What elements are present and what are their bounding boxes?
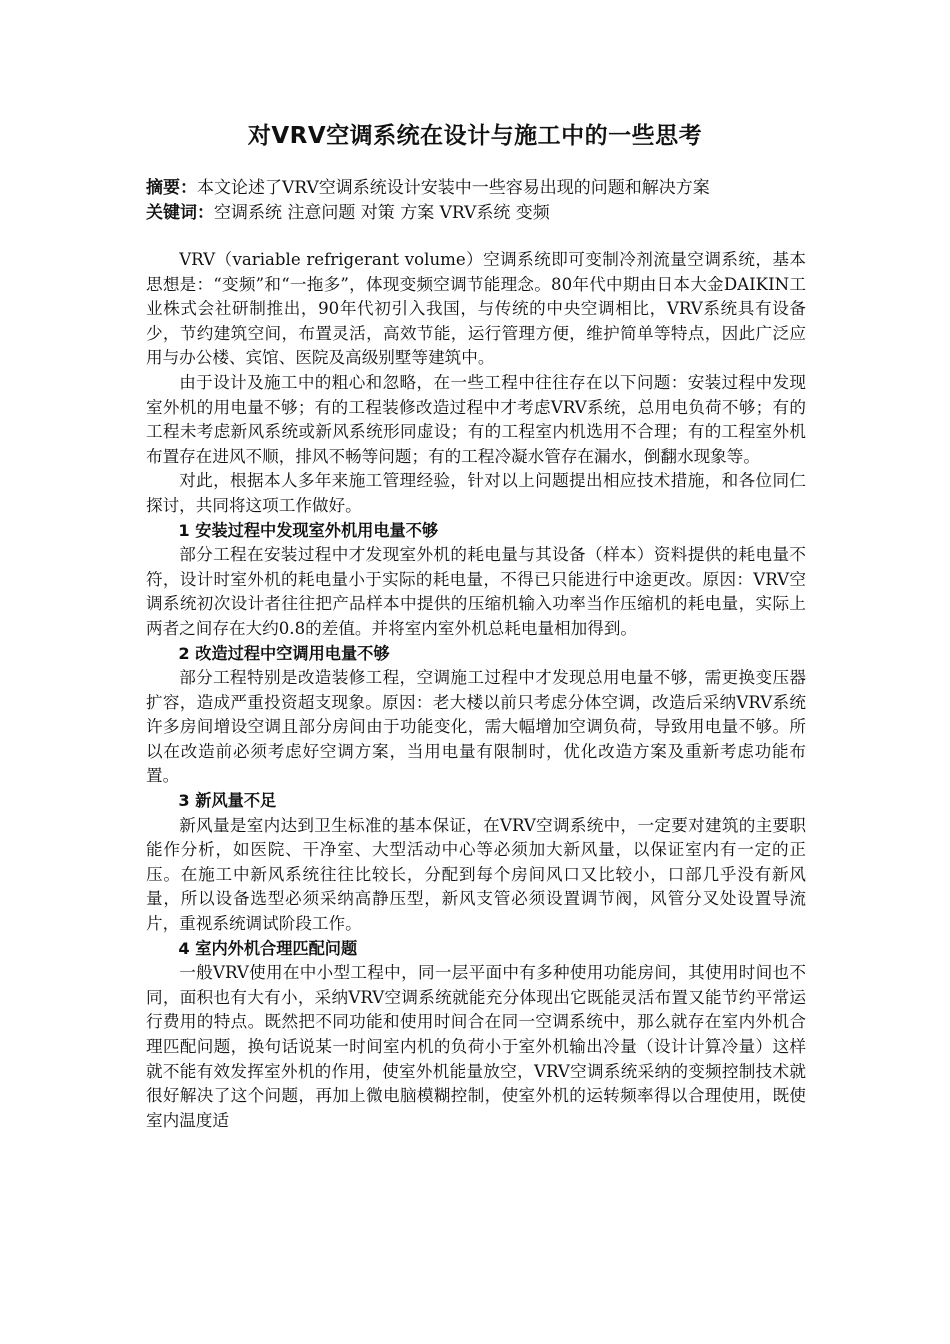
document-body [146,248,806,1133]
keywords-text: 空调系统 注意问题 对策 方案 VRV系统 变频 [214,203,550,223]
abstract-text: 本文论述了VRV空调系统设计安装中一些容易出现的问题和解决方案 [197,178,710,198]
document-title: 对VRV空调系统在设计与施工中的一些思考 [247,123,703,149]
section-heading-1: 1 安装过程中发现室外机用电量不够 [178,520,439,540]
abstract-label: 摘要： [146,178,197,198]
section-heading-3: 3 新风量不足 [178,791,277,811]
section-text-4: 一般VRV使用在中小型工程中，同一层平面中有多种使用功能房间，其使用时间也不同，面积也有大有小，采纳VRV空调系统就能充分体现出它既能灵活布置又能节约平常运行费用的特点。既然把不同功能和使用时间合在同一空调系统中，那么就存在室内外机合理匹配问题，换句话说某一时间室内机的负荷小于室外机输出冷量（设计计算冷量）这样就不能有效发挥室外机的作用，使室外机能量放空，VRV空调系统采纳的变频控制技术就很好解决了这个问题，再加上微电脑模糊控制，使室外机的运转频率得以合理使用，既使室内温度适 [146,963,806,1130]
purpose-paragraph: 对此，根据本人多年来施工管理经验，针对以上问题提出相应技术措施，和各位同仁探讨，共同将这项工作做好。 [146,471,806,515]
keywords-line [146,201,826,226]
abstract-line [146,176,826,201]
section-heading-4: 4 室内外机合理匹配问题 [178,938,358,958]
keywords-label: 关键词： [146,203,214,223]
intro-paragraph: VRV（variable refrigerant volume）空调系统即可变制冷剂流量空调系统，基本思想是：“变频”和“一拖多”，体现变频空调节能理念。80年代中期由日本大金DAIKIN工业株式会社研制推出，90年代初引入我国，与传统的中央空调相比，VRV系统具有设备少，节约建筑空间，布置灵活，高效节能，运行管理方便，维护简单等特点，因此广泛应用与办公楼、宾馆、医院及高级别墅等建筑中。 [146,250,806,368]
section-heading-2: 2 改造过程中空调用电量不够 [178,643,390,663]
section-text-3: 新风量是室内达到卫生标准的基本保证，在VRV空调系统中，一定要对建筑的主要职能作分析，如医院、干净室、大型活动中心等必须加大新风量，以保证室内有一定的正压。在施工中新风系统往往比较长，分配到每个房间风口又比较小，口部几乎没有新风量，所以设备选型必须采纳高静压型，新风支管必须设置调节阀，风管分叉处设置导流片，重视系统调试阶段工作。 [146,815,806,934]
section-text-2: 部分工程特别是改造装修工程，空调施工过程中才发现总用电量不够，需更换变压器扩容，造成严重投资超支现象。原因：老大楼以前只考虑分体空调，改造后采纳VRV系统许多房间增设空调且部分房间由于功能变化，需大幅增加空调负荷，导致用电量不够。所以在改造前必须考虑好空调方案，当用电量有限制时，优化改造方案及重新考虑功能布置。 [146,668,806,786]
problems-paragraph: 由于设计及施工中的粗心和忽略，在一些工程中往往存在以下问题：安装过程中发现室外机的用电量不够；有的工程装修改造过程中才考虑VRV系统，总用电负荷不够；有的工程未考虑新风系统或新风系统形同虚设；有的工程室内机选用不合理；有的工程室外机布置存在进风不顺，排风不畅等问题；有的工程冷凝水管存在漏水，倒翻水现象等。 [146,372,806,466]
section-text-1: 部分工程在安装过程中才发现室外机的耗电量与其设备（样本）资料提供的耗电量不符，设计时室外机的耗电量小于实际的耗电量，不得已只能进行中途更改。原因：VRV空调系统初次设计者往往把产品样本中提供的压缩机输入功率当作压缩机的耗电量，实际上两者之间存在大约0.8的差值。并将室内室外机总耗电量相加得到。 [146,545,806,638]
